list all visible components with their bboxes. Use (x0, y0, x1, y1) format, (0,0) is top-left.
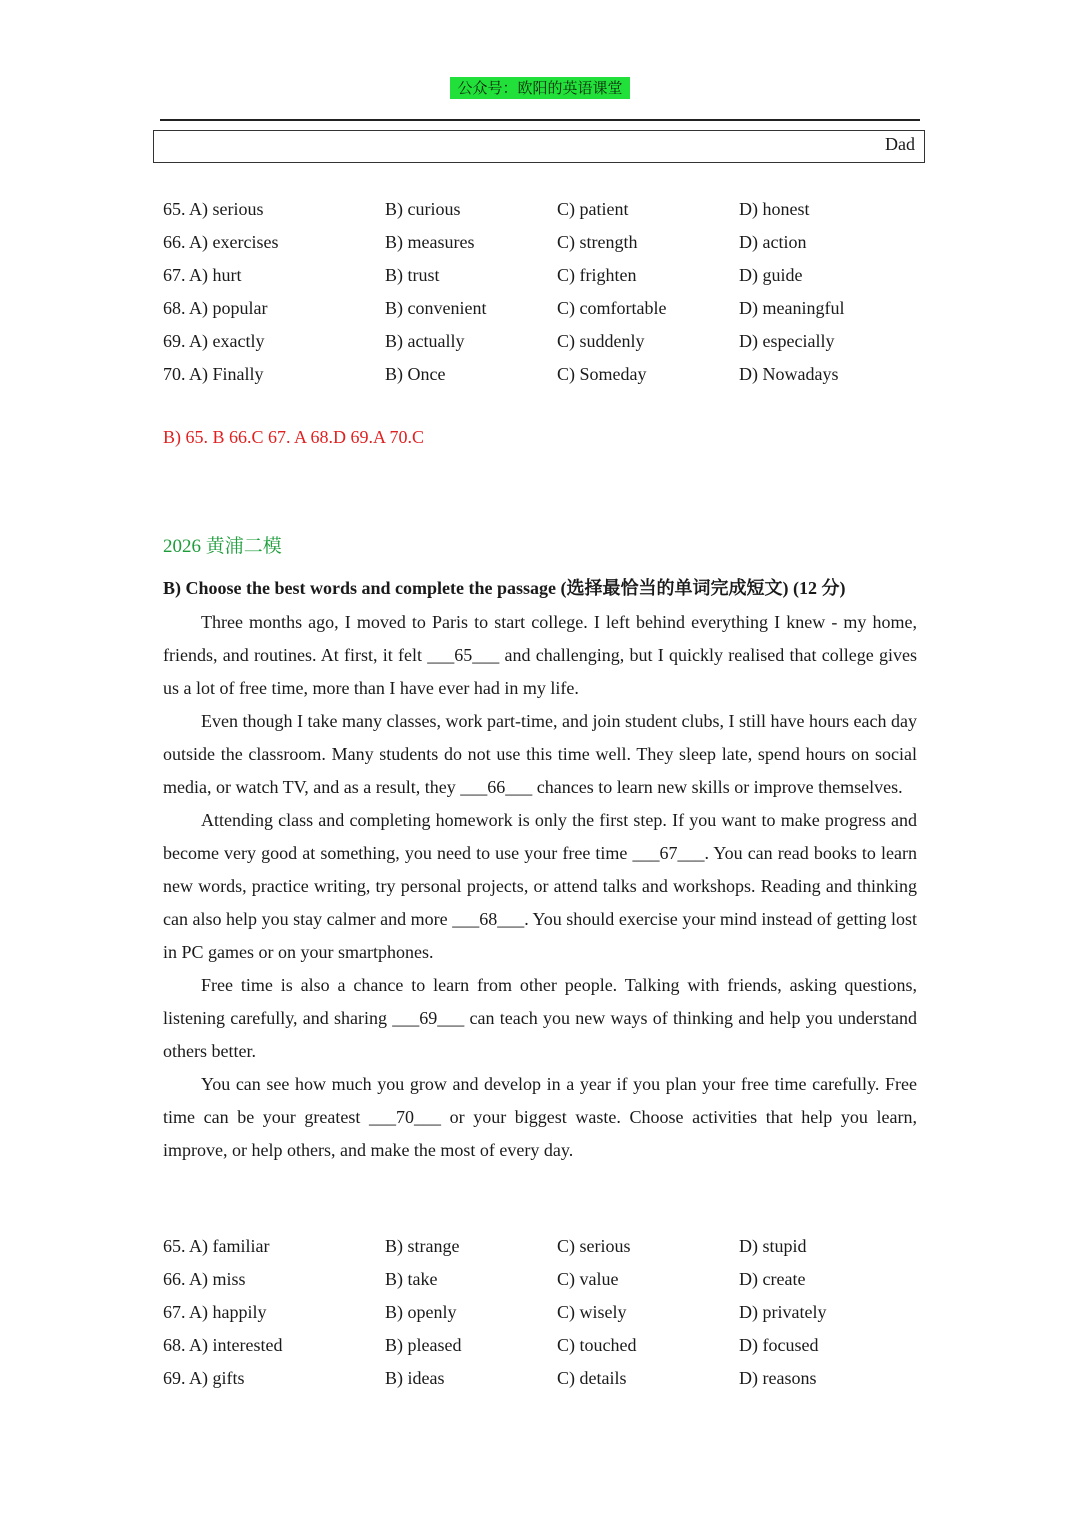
option-c: C) serious (557, 1236, 631, 1256)
option-d: D) create (739, 1269, 806, 1289)
option-a: 68. A) popular (163, 298, 268, 318)
answer-key: B) 65. B 66.C 67. A 68.D 69.A 70.C (163, 427, 425, 447)
section-title: 2026 黄浦二模 (163, 536, 282, 557)
option-a: 67. A) happily (163, 1302, 267, 1322)
option-b: B) Once (385, 364, 446, 384)
option-d: D) stupid (739, 1236, 807, 1256)
option-a: 65. A) serious (163, 199, 264, 219)
option-a: 69. A) exactly (163, 331, 265, 351)
option-a: 65. A) familiar (163, 1236, 270, 1256)
option-d: D) guide (739, 265, 803, 285)
option-a: 68. A) interested (163, 1335, 283, 1355)
paragraph: Attending class and completing homework is only the first step. If you want to make progress and become very good at something, you need to use your free time ___67___. You can read books to learn new words, practice writing, try personal projects, or attend talks and workshops. Reading and thinking can also help you stay calmer and more ___68___. You should exercise your mind instead of getting lost in PC games or on your smartphones. (163, 810, 917, 962)
option-d: D) privately (739, 1302, 827, 1322)
paragraph: You can see how much you grow and develop in a year if you plan your free time carefully. Free time can be your greatest ___70___ or your biggest waste. Choose activities that help you learn, improve, or help others, and make the most of every day. (163, 1074, 917, 1160)
option-c: C) comfortable (557, 298, 667, 318)
option-a: 66. A) miss (163, 1269, 246, 1289)
option-b: B) actually (385, 331, 465, 351)
option-c: C) patient (557, 199, 629, 219)
passage (163, 606, 917, 1167)
option-c: C) wisely (557, 1302, 627, 1322)
option-d: D) honest (739, 199, 810, 219)
option-b: B) convenient (385, 298, 487, 318)
option-c: C) Someday (557, 364, 647, 384)
option-d: D) Nowadays (739, 364, 839, 384)
box-label: Dad (885, 134, 915, 154)
option-b: B) curious (385, 199, 461, 219)
option-a: 67. A) hurt (163, 265, 242, 285)
paragraph: Three months ago, I moved to Paris to start college. I left behind everything I knew - my home, friends, and routines. At first, it felt ___65___ and challenging, but I quickly realised that college gives us a lot of free time, more than I have ever had in my life. (163, 612, 917, 698)
option-a: 66. A) exercises (163, 232, 279, 252)
option-d: D) especially (739, 331, 835, 351)
header-divider (160, 119, 920, 121)
option-a: 70. A) Finally (163, 364, 264, 384)
option-c: C) frighten (557, 265, 637, 285)
paragraph: Even though I take many classes, work part-time, and join student clubs, I still have hours each day outside the classroom. Many students do not use this time well. They sleep late, spend hours on social media, or watch TV, and as a result, they ___66___ chances to learn new skills or improve themselves. (163, 711, 917, 797)
option-b: B) trust (385, 265, 440, 285)
option-a: 69. A) gifts (163, 1368, 245, 1388)
option-b: B) openly (385, 1302, 457, 1322)
option-b: B) strange (385, 1236, 460, 1256)
option-b: B) take (385, 1269, 438, 1289)
option-c: C) value (557, 1269, 619, 1289)
option-d: D) reasons (739, 1368, 817, 1388)
option-c: C) touched (557, 1335, 637, 1355)
option-b: B) pleased (385, 1335, 462, 1355)
previous-passage-box (153, 130, 925, 163)
option-c: C) details (557, 1368, 627, 1388)
paragraph: Free time is also a chance to learn from other people. Talking with friends, asking questions, listening carefully, and sharing ___69___ can teach you new ways of thinking and help you understand others better. (163, 975, 917, 1061)
option-d: D) focused (739, 1335, 819, 1355)
instruction: B) Choose the best words and complete the passage (选择最恰当的单词完成短文) (12 分) (163, 578, 846, 598)
option-c: C) suddenly (557, 331, 645, 351)
option-d: D) meaningful (739, 298, 845, 318)
header-tag: 公众号：欧阳的英语课堂 (450, 77, 630, 99)
option-d: D) action (739, 232, 807, 252)
option-b: B) ideas (385, 1368, 445, 1388)
option-c: C) strength (557, 232, 638, 252)
option-b: B) measures (385, 232, 475, 252)
